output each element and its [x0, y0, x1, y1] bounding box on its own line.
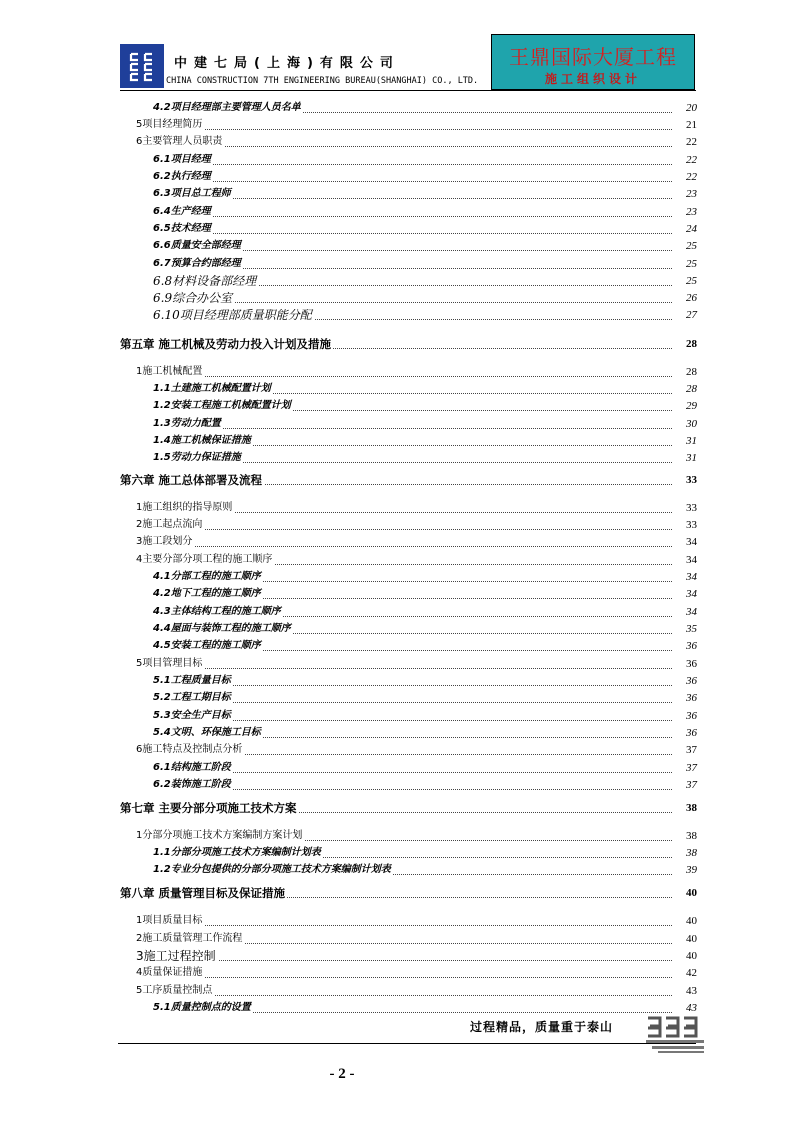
toc-entry-label: 6.5技术经理	[153, 223, 211, 234]
toc-entry-row[interactable]	[0, 778, 794, 792]
toc-entry-row[interactable]	[0, 291, 794, 305]
toc-entry-row[interactable]	[0, 222, 794, 236]
toc-entry-label: 5.1工程质量目标	[153, 675, 231, 686]
toc-entry-label: 3施工段划分	[136, 536, 193, 547]
toc-page-number: 27	[686, 309, 697, 321]
toc-page-number: 21	[686, 119, 697, 131]
toc-leader-dots	[153, 164, 672, 165]
toc-page-number: 36	[686, 692, 697, 704]
toc-entry-label: 第六章 施工总体部署及流程	[120, 473, 263, 487]
toc-entry-label: 4.1分部工程的施工顺序	[153, 571, 261, 582]
toc-page-number: 23	[686, 188, 697, 200]
toc-page-number: 43	[686, 985, 697, 997]
toc-page-number: 37	[686, 762, 697, 774]
toc-entry-row[interactable]	[0, 622, 794, 636]
toc-page-number: 40	[686, 887, 697, 899]
toc-page-number: 34	[686, 606, 697, 618]
toc-entry-label: 6.3项目总工程师	[153, 188, 231, 199]
toc-entry-row[interactable]	[0, 984, 794, 998]
toc-entry-row[interactable]	[0, 187, 794, 201]
toc-page-number: 30	[686, 418, 697, 430]
cscec-logo-icon	[128, 50, 156, 82]
toc-entry-label: 6.1项目经理	[153, 154, 211, 165]
toc-entry-row[interactable]	[0, 726, 794, 740]
toc-page-number: 40	[686, 950, 697, 962]
toc-page-number: 26	[686, 292, 697, 304]
footer-rule	[118, 1043, 696, 1044]
toc-entry-label: 1分部分项施工技术方案编制方案计划	[136, 830, 303, 841]
toc-entry-row[interactable]	[0, 1001, 794, 1015]
toc-page-number: 38	[686, 830, 697, 842]
toc-entry-row[interactable]	[0, 382, 794, 396]
toc-entry-label: 1.5劳动力保证措施	[153, 452, 241, 463]
toc-entry-row[interactable]	[0, 205, 794, 219]
toc-entry-row[interactable]	[0, 399, 794, 413]
toc-page-number: 23	[686, 206, 697, 218]
toc-entry-row[interactable]	[0, 170, 794, 184]
toc-entry-row[interactable]	[0, 365, 794, 379]
toc-entry-row[interactable]	[0, 153, 794, 167]
toc-entry-label: 6.1结构施工阶段	[153, 762, 231, 773]
toc-page-number: 33	[686, 474, 697, 486]
toc-entry-row[interactable]	[0, 239, 794, 253]
toc-entry-label: 1.2专业分包提供的分部分项施工技术方案编制计划表	[153, 864, 391, 875]
toc-entry-row[interactable]	[0, 691, 794, 705]
toc-page-number: 33	[686, 502, 697, 514]
toc-page-number: 20	[686, 102, 697, 114]
toc-entry-label: 6.8材料设备部经理	[153, 274, 257, 288]
toc-page-number: 36	[686, 675, 697, 687]
toc-page-number: 36	[686, 658, 697, 670]
toc-leader-dots	[136, 925, 672, 926]
toc-page-number: 22	[686, 171, 697, 183]
toc-entry-label: 4主要分部分项工程的施工顺序	[136, 554, 273, 565]
project-subtitle: 施工组织设计	[544, 72, 641, 86]
toc-page-number: 43	[686, 1002, 697, 1014]
toc-page-number: 35	[686, 623, 697, 635]
toc-entry-label: 6.2执行经理	[153, 171, 211, 182]
toc-entry-label: 4.2地下工程的施工顺序	[153, 588, 261, 599]
toc-leader-dots	[136, 546, 672, 547]
toc-entry-label: 5项目经理简历	[136, 119, 203, 130]
company-name-cn: 中建七局(上海)有限公司	[174, 56, 400, 71]
toc-page-number: 34	[686, 571, 697, 583]
toc-entry-label: 5工序质量控制点	[136, 985, 213, 996]
toc-entry-label: 1.1分部分项施工技术方案编制计划表	[153, 847, 321, 858]
toc-page-number: 31	[686, 435, 697, 447]
toc-entry-label: 2施工质量管理工作流程	[136, 933, 243, 944]
footer-watermark-icon	[644, 1014, 706, 1054]
toc-page-number: 22	[686, 154, 697, 166]
toc-entry-label: 4.4屋面与装饰工程的施工顺序	[153, 623, 291, 634]
toc-entry-label: 1.3劳动力配置	[153, 418, 221, 429]
toc-entry-row[interactable]	[0, 949, 794, 963]
page-number: - 2 -	[329, 1066, 355, 1082]
toc-page-number: 34	[686, 536, 697, 548]
toc-entry-label: 5.2工程工期目标	[153, 692, 231, 703]
toc-page-number: 38	[686, 847, 697, 859]
footer-slogan: 过程精品，质量重于泰山	[470, 1020, 614, 1034]
toc-page-number: 36	[686, 727, 697, 739]
toc-entry-row[interactable]	[0, 674, 794, 688]
toc-page-number: 28	[686, 383, 697, 395]
toc-entry-row[interactable]	[0, 863, 794, 877]
toc-entry-label: 4.2项目经理部主要管理人员名单	[153, 102, 301, 113]
toc-leader-dots	[153, 428, 672, 429]
toc-entry-label: 6.4生产经理	[153, 206, 211, 217]
toc-entry-row[interactable]	[0, 501, 794, 515]
toc-entry-row[interactable]	[0, 535, 794, 549]
toc-page-number: 42	[686, 967, 697, 979]
toc-entry-row[interactable]	[0, 257, 794, 271]
toc-entry-row[interactable]	[0, 846, 794, 860]
toc-page-number: 22	[686, 136, 697, 148]
toc-entry-row[interactable]	[0, 434, 794, 448]
toc-entry-row[interactable]	[0, 518, 794, 532]
toc-entry-label: 6.6质量安全部经理	[153, 240, 241, 251]
company-name-en: CHINA CONSTRUCTION 7TH ENGINEERING BUREAU(SHANGHAI) CO., LTD.	[166, 76, 479, 86]
toc-entry-label: 5项目管理目标	[136, 658, 203, 669]
toc-entry-row[interactable]	[0, 274, 794, 288]
toc-chapter-row[interactable]	[0, 886, 794, 900]
toc-page-number: 25	[686, 258, 697, 270]
toc-entry-label: 5.1质量控制点的设置	[153, 1002, 251, 1013]
toc-entry-label: 第八章 质量管理目标及保证措施	[120, 886, 286, 900]
project-title-box	[491, 34, 695, 90]
toc-entry-label: 6主要管理人员职责	[136, 136, 223, 147]
toc-page-number: 34	[686, 554, 697, 566]
toc-entry-label: 4.5安装工程的施工顺序	[153, 640, 261, 651]
toc-chapter-row[interactable]	[0, 473, 794, 487]
toc-leader-dots	[153, 216, 672, 217]
toc-page-number: 38	[686, 802, 697, 814]
toc-page-number: 40	[686, 915, 697, 927]
toc-entry-label: 6.10项目经理部质量职能分配	[153, 308, 312, 322]
toc-leader-dots	[136, 995, 672, 996]
toc-page-number: 24	[686, 223, 697, 235]
company-logo	[120, 44, 164, 88]
toc-entry-label: 4质量保证措施	[136, 967, 203, 978]
toc-chapter-row[interactable]	[0, 337, 794, 351]
toc-entry-label: 6.2装饰施工阶段	[153, 779, 231, 790]
toc-leader-dots	[153, 233, 672, 234]
toc-leader-dots	[136, 977, 672, 978]
toc-entry-row[interactable]	[0, 657, 794, 671]
toc-page-number: 39	[686, 864, 697, 876]
toc-entry-row[interactable]	[0, 570, 794, 584]
toc-entry-row[interactable]	[0, 417, 794, 431]
toc-entry-row[interactable]	[0, 118, 794, 132]
toc-entry-label: 6施工特点及控制点分析	[136, 744, 243, 755]
toc-page-number: 25	[686, 275, 697, 287]
toc-entry-row[interactable]	[0, 743, 794, 757]
toc-page-number: 36	[686, 710, 697, 722]
toc-entry-row[interactable]	[0, 761, 794, 775]
toc-chapter-row[interactable]	[0, 801, 794, 815]
toc-entry-row[interactable]	[0, 308, 794, 322]
toc-page-number: 28	[686, 338, 697, 350]
toc-page-number: 33	[686, 519, 697, 531]
toc-entry-label: 3施工过程控制	[136, 949, 216, 963]
toc-entry-label: 第五章 施工机械及劳动力投入计划及措施	[120, 337, 332, 351]
toc-entry-row[interactable]	[0, 451, 794, 465]
toc-page-number: 25	[686, 240, 697, 252]
toc-entry-label: 1项目质量目标	[136, 915, 203, 926]
toc-leader-dots	[136, 129, 672, 130]
toc-entry-row[interactable]	[0, 135, 794, 149]
toc-leader-dots	[136, 376, 672, 377]
toc-entry-label: 2施工起点流向	[136, 519, 203, 530]
toc-entry-row[interactable]	[0, 101, 794, 115]
toc-leader-dots	[153, 181, 672, 182]
toc-entry-label: 6.7预算合约部经理	[153, 258, 241, 269]
project-title: 王鼎国际大厦工程	[509, 45, 677, 69]
toc-entry-row[interactable]	[0, 553, 794, 567]
toc-entry-label: 6.9综合办公室	[153, 291, 233, 305]
header-rule	[120, 90, 696, 91]
toc-page-number: 36	[686, 640, 697, 652]
toc-entry-row[interactable]	[0, 932, 794, 946]
toc-page-number: 29	[686, 400, 697, 412]
toc-page-number: 31	[686, 452, 697, 464]
toc-entry-label: 5.4文明、环保施工目标	[153, 727, 261, 738]
toc-entry-row[interactable]	[0, 639, 794, 653]
toc-entry-label: 1.2安装工程施工机械配置计划	[153, 400, 291, 411]
toc-entry-row[interactable]	[0, 829, 794, 843]
toc-page-number: 28	[686, 366, 697, 378]
toc-entry-label: 5.3安全生产目标	[153, 710, 231, 721]
toc-entry-label: 4.3主体结构工程的施工顺序	[153, 606, 281, 617]
toc-entry-label: 1.1土建施工机械配置计划	[153, 383, 271, 394]
toc-leader-dots	[136, 668, 672, 669]
toc-entry-row[interactable]	[0, 914, 794, 928]
toc-entry-label: 第七章 主要分部分项施工技术方案	[120, 801, 297, 815]
toc-page-number: 37	[686, 744, 697, 756]
toc-entry-label: 1.4施工机械保证措施	[153, 435, 251, 446]
toc-entry-row[interactable]	[0, 605, 794, 619]
toc-leader-dots	[136, 529, 672, 530]
toc-page-number: 40	[686, 933, 697, 945]
toc-entry-row[interactable]	[0, 709, 794, 723]
toc-page-number: 37	[686, 779, 697, 791]
toc-entry-row[interactable]	[0, 587, 794, 601]
toc-entry-row[interactable]	[0, 966, 794, 980]
toc-entry-label: 1施工组织的指导原则	[136, 502, 233, 513]
toc-entry-label: 1施工机械配置	[136, 366, 203, 377]
toc-page-number: 34	[686, 588, 697, 600]
